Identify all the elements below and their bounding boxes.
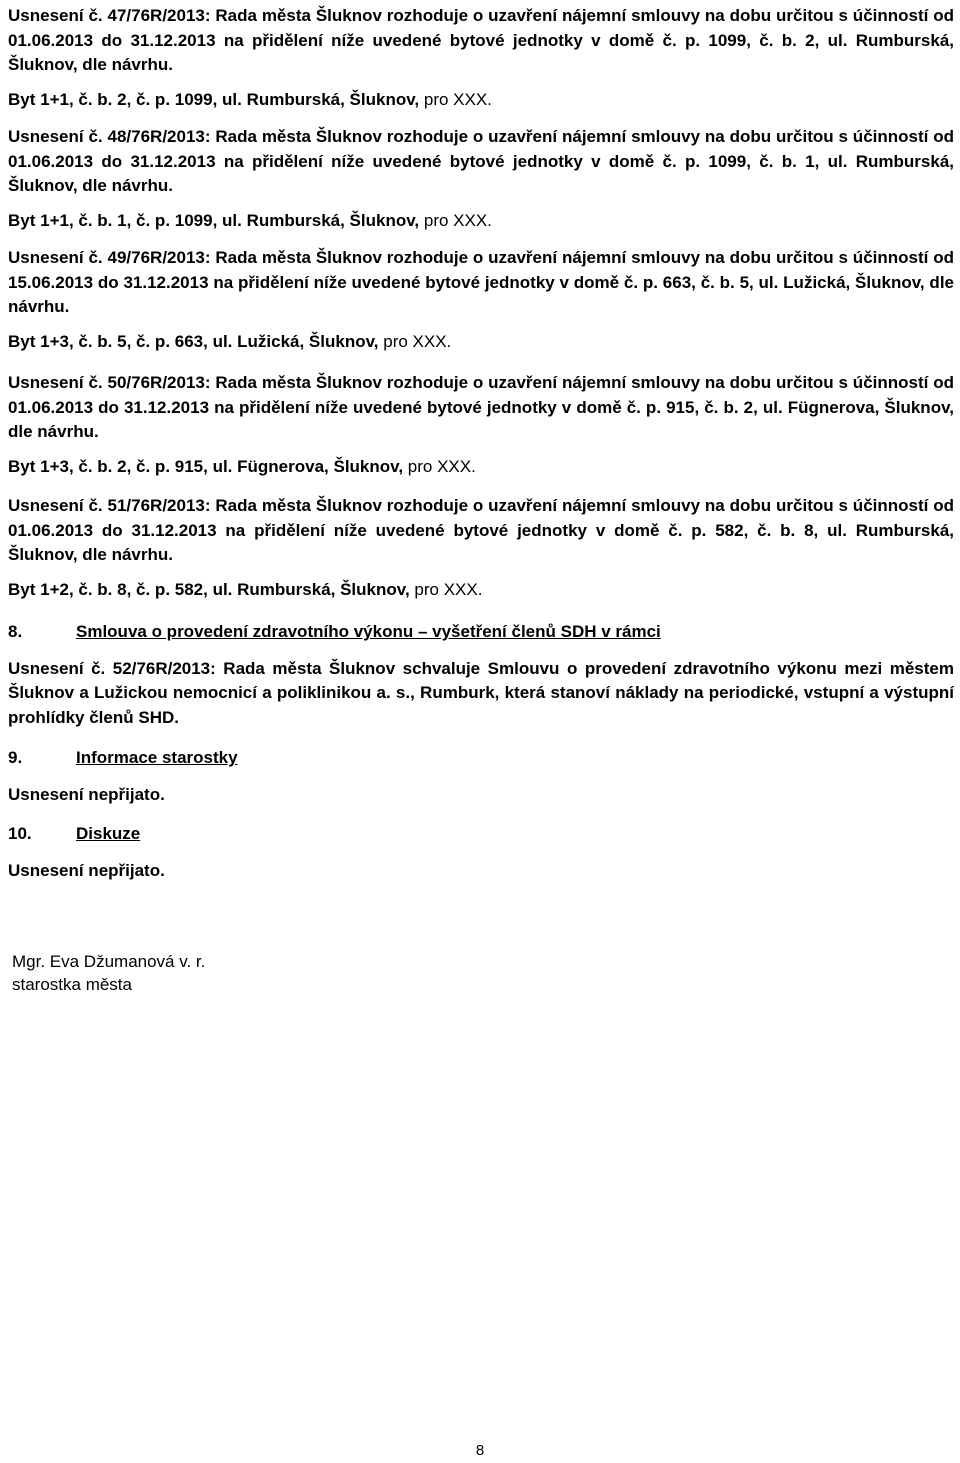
unit-line xyxy=(8,209,954,234)
page-number: 8 xyxy=(475,1442,485,1459)
section-heading xyxy=(8,620,954,645)
section-number: 10. xyxy=(8,824,32,843)
agenda-section xyxy=(8,746,954,807)
resolution-block xyxy=(8,246,954,354)
unit-tenant: pro XXX. xyxy=(419,210,492,230)
unit-line xyxy=(8,88,954,113)
resolution-text: Usnesení nepřijato. xyxy=(8,784,165,804)
signatory-role: starostka města xyxy=(12,975,132,994)
resolution-block xyxy=(8,494,954,602)
unit-description: Byt 1+3, č. b. 2, č. p. 915, ul. Fügnerova, Šluknov, xyxy=(8,456,404,476)
unit-tenant: pro XXX. xyxy=(378,331,452,351)
resolution-text: Usnesení č. 47/76R/2013: Rada města Šluknov rozhoduje o uzavření nájemní smlouvy na dobu určitou s účinností od 01.06.2013 do 31.12.2013 na přidělení níže uvedené bytové jednotky v domě č. p. 1099, č. b. 2, ul. Rumburská, Šluknov, dle návrhu. xyxy=(8,6,954,74)
unit-description: Byt 1+1, č. b. 1, č. p. 1099, ul. Rumburská, Šluknov, xyxy=(8,210,420,230)
unit-tenant: pro XXX. xyxy=(403,456,476,476)
resolution-block xyxy=(8,4,954,112)
resolution-text: Usnesení č. 52/76R/2013: Rada města Šluknov schvaluje Smlouvu o provedení zdravotního výkonu mezi městem Šluknov a Lužickou nemocnicí a poliklinikou a. s., Rumburk, která stanoví náklady na periodické, vstupní a výstupní prohlídky členů SHD. xyxy=(8,658,954,727)
signature-block xyxy=(8,950,954,996)
resolution-text: Usnesení nepřijato. xyxy=(8,860,165,880)
agenda-section xyxy=(8,620,954,730)
resolution-text: Usnesení č. 49/76R/2013: Rada města Šluknov rozhoduje o uzavření nájemní smlouvy na dobu určitou s účinností od 15.06.2013 do 31.12.2013 na přidělení níže uvedené bytové jednotky v domě č. p. 663, č. b. 5, ul. Lužická, Šluknov, dle návrhu. xyxy=(8,248,954,316)
unit-description: Byt 1+1, č. b. 2, č. p. 1099, ul. Rumburská, Šluknov, xyxy=(8,89,420,109)
unit-line xyxy=(8,455,954,480)
resolution-block xyxy=(8,371,954,479)
section-heading xyxy=(8,746,954,771)
section-title: Diskuze xyxy=(76,824,141,843)
section-title: Informace starostky xyxy=(76,748,238,767)
resolution-block xyxy=(8,125,954,233)
agenda-section xyxy=(8,822,954,883)
resolution-text: Usnesení č. 50/76R/2013: Rada města Šluknov rozhoduje o uzavření nájemní smlouvy na dobu určitou s účinností od 01.06.2013 do 31.12.2013 na přidělení níže uvedené bytové jednotky v domě č. p. 915, č. b. 2, ul. Fügnerova, Šluknov, dle návrhu. xyxy=(8,373,954,441)
section-heading xyxy=(8,822,954,847)
signatory-name: Mgr. Eva Džumanová v. r. xyxy=(12,952,206,971)
section-number: 9. xyxy=(8,748,23,767)
unit-description: Byt 1+3, č. b. 5, č. p. 663, ul. Lužická, Šluknov, xyxy=(8,331,379,351)
unit-line xyxy=(8,330,954,355)
unit-tenant: pro XXX. xyxy=(409,579,483,599)
unit-line xyxy=(8,578,954,603)
section-title: Smlouva o provedení zdravotního výkonu – vyšetření členů SDH v rámci xyxy=(76,622,661,641)
resolution-text: Usnesení č. 51/76R/2013: Rada města Šluknov rozhoduje o uzavření nájemní smlouvy na dobu určitou s účinností od 01.06.2013 do 31.12.2013 na přidělení níže uvedené bytové jednotky v domě č. p. 582, č. b. 8, ul. Rumburská, Šluknov, dle návrhu. xyxy=(8,496,954,564)
unit-tenant: pro XXX. xyxy=(419,89,492,109)
resolution-text: Usnesení č. 48/76R/2013: Rada města Šluknov rozhoduje o uzavření nájemní smlouvy na dobu určitou s účinností od 01.06.2013 do 31.12.2013 na přidělení níže uvedené bytové jednotky v domě č. p. 1099, č. b. 1, ul. Rumburská, Šluknov, dle návrhu. xyxy=(8,127,954,195)
unit-description: Byt 1+2, č. b. 8, č. p. 582, ul. Rumburská, Šluknov, xyxy=(8,579,410,599)
section-number: 8. xyxy=(8,622,23,641)
